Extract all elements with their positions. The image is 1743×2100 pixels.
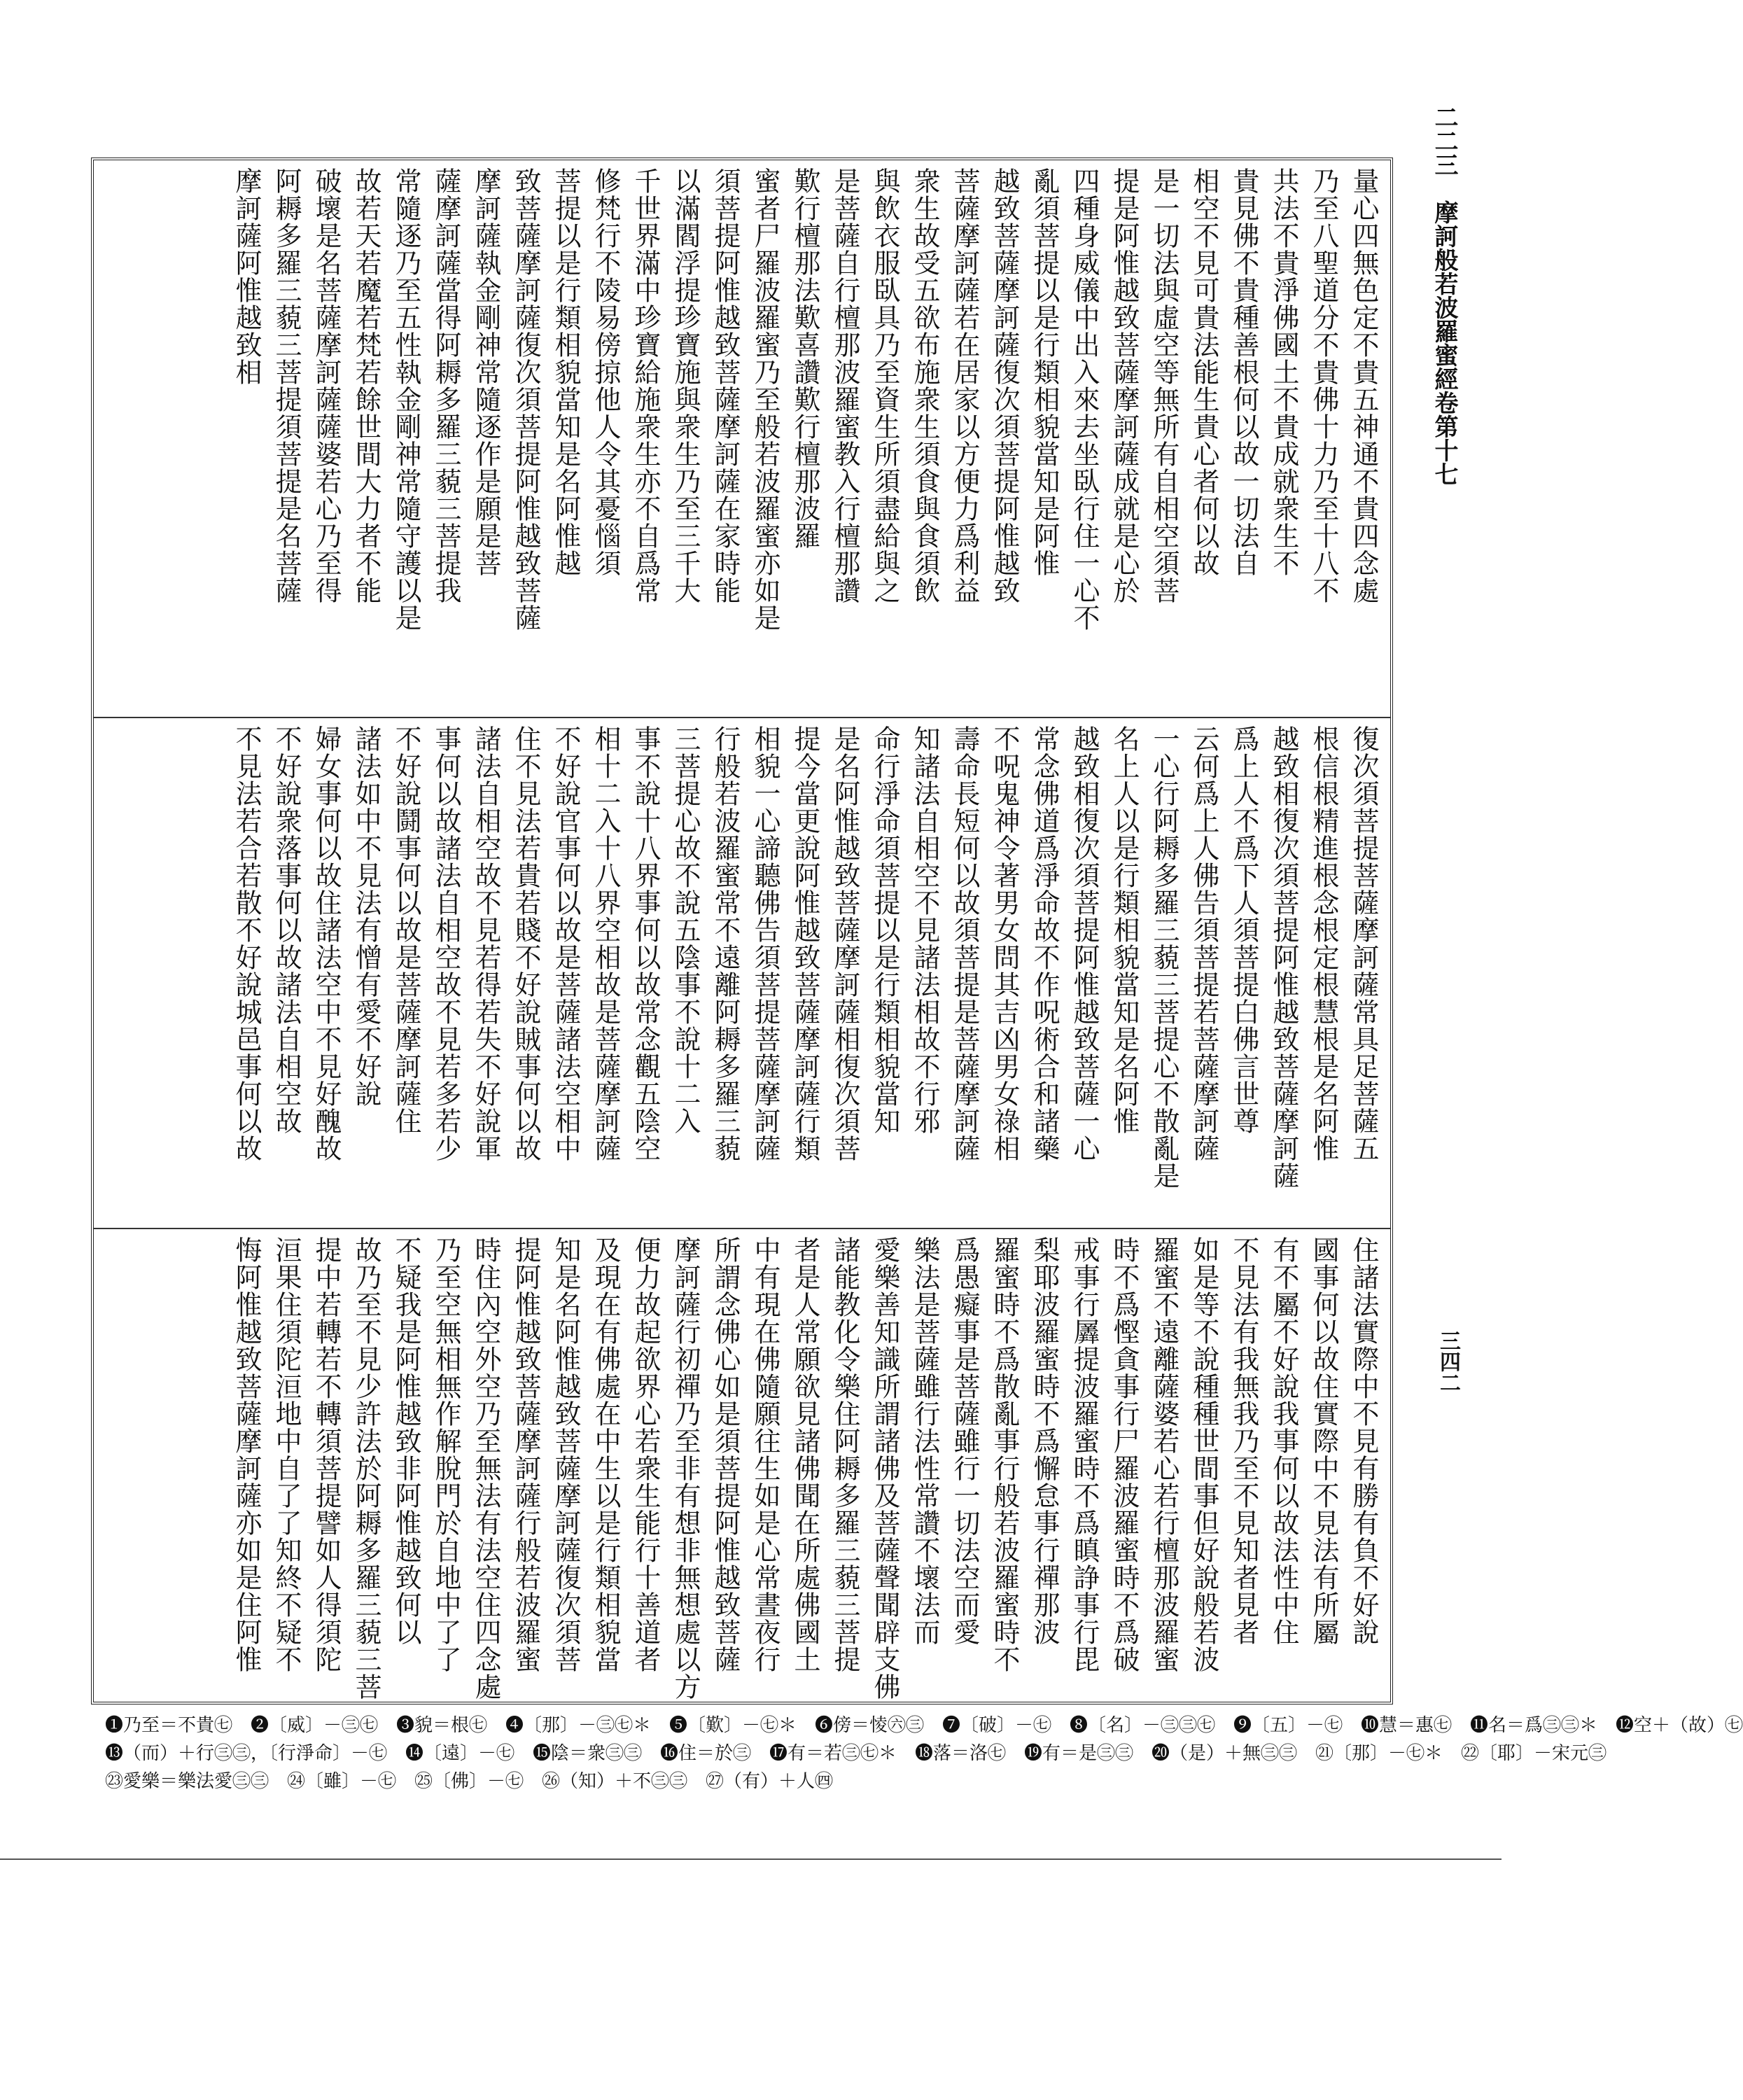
text-column: 摩訶薩阿惟越致相	[231, 167, 262, 386]
text-column: 云何爲上人佛告須菩提若菩薩摩訶薩	[1189, 725, 1219, 1162]
text-column: 悔阿惟越致菩薩摩訶薩亦如是住阿惟	[231, 1236, 262, 1673]
text-column: 相空不見可貴法能生貴心者何以故	[1189, 167, 1219, 577]
text-column: 有不屬不好說我事何以故法性中住	[1268, 1236, 1299, 1646]
running-title: 二二三 摩訶般若波羅蜜經卷第十七	[1430, 105, 1458, 486]
text-column: 是一切法與虛空等無所有自相空須菩	[1149, 167, 1180, 604]
text-column: 洹果住須陀洹地中自了了知終不疑不	[271, 1236, 302, 1673]
text-column: 不好說官事何以故是菩薩諸法空相中	[550, 725, 581, 1162]
text-column: 住諸法實際中不見有勝有負不好說	[1348, 1236, 1379, 1646]
text-column: 根信根精進根念根定根慧根是名阿惟	[1308, 725, 1339, 1162]
text-column: 三菩提心故不說五陰事不說十二入	[670, 725, 701, 1135]
text-column: 故乃至不見少許法於阿耨多羅三藐三菩	[351, 1236, 382, 1700]
text-column: 千世界滿中珍寶給施衆生亦不自爲常	[630, 167, 661, 604]
text-column: 破壞是名菩薩摩訶薩薩婆若心乃至得	[311, 167, 342, 604]
text-column: 中有現在佛隨願往生如是心常晝夜行	[750, 1236, 780, 1673]
text-column: 便力故起欲界心若衆生能行十善道者	[630, 1236, 661, 1673]
bottom-rule	[0, 1858, 1502, 1860]
text-column: 梨耶波羅蜜時不爲懈怠事行禪那波	[1029, 1236, 1060, 1646]
text-column: 故若天若魔若梵若餘世間大力者不能	[351, 167, 382, 604]
text-column: 越致相復次須菩提阿惟越致菩薩一心	[1069, 725, 1100, 1162]
text-column: 須菩提阿惟越致菩薩摩訶薩在家時能	[710, 167, 741, 604]
text-column: 衆生故受五欲布施衆生須食與食須飲	[909, 167, 940, 604]
text-column: 名上人以是行類相貌當知是名阿惟	[1109, 725, 1140, 1135]
text-column: 者是人常願欲見諸佛聞在所處佛國土	[790, 1236, 820, 1673]
text-column: 爲上人不爲下人須菩提白佛言世尊	[1228, 725, 1259, 1135]
text-column: 摩訶薩行初禪乃至非有想非無想處以方	[670, 1236, 701, 1700]
note-line: ㉓愛樂＝樂法愛㊂㊂ ㉔〔雖〕－㊆ ㉕〔佛〕－㊆ ㉖（知）＋不㊂㊂ ㉗（有）＋人㊃	[105, 1771, 834, 1792]
text-column: 薩摩訶薩當得阿耨多羅三藐三菩提我	[430, 167, 461, 604]
text-column: 爲愚癡事是菩薩雖行一切法空而愛	[949, 1236, 980, 1646]
text-column: 乃至空無相無作解脫門於自地中了了	[430, 1236, 461, 1673]
text-column: 知諸法自相空不見諸法相故不行邪	[909, 725, 940, 1135]
text-column: 婦女事何以故住諸法空中不見好醜故	[311, 725, 342, 1162]
text-column: 愛樂善知識所謂諸佛及菩薩聲聞辟支佛	[869, 1236, 900, 1700]
note-line: ⓭（而）＋行㊂㊂，〔行淨命〕－㊆ ⓮〔遠〕－㊆ ⓯陰＝衆㊂㊂ ⓰住＝於㊂ ⓱有＝若㊂㊆＊ ⓲落＝洛㊆ ⓳有＝是㊂㊂ ⓴（是）＋無㊂㊂ ㉑〔那〕－㊆＊ ㉒〔耶〕－宋元㊂	[105, 1743, 1607, 1764]
text-column: 命行淨命須菩提以是行類相貌當知	[869, 725, 900, 1135]
text-column: 如是等不說種種世間事但好說般若波	[1189, 1236, 1219, 1673]
text-column: 提阿惟越致菩薩摩訶薩行般若波羅蜜	[510, 1236, 541, 1673]
text-column: 摩訶薩執金剛神常隨逐作是願是菩	[470, 167, 501, 577]
text-column: 行般若波羅蜜常不遠離阿耨多羅三藐	[710, 725, 741, 1162]
text-column: 壽命長短何以故須菩提是菩薩摩訶薩	[949, 725, 980, 1162]
text-column: 越致相復次須菩提阿惟越致菩薩摩訶薩	[1268, 725, 1299, 1189]
text-column: 一心行阿耨多羅三藐三菩提心不散亂是	[1149, 725, 1180, 1189]
text-column: 羅蜜不遠離薩婆若心若行檀那波羅蜜	[1149, 1236, 1180, 1673]
text-column: 不見法有我無我乃至不見知者見者	[1228, 1236, 1259, 1646]
text-column: 常隨逐乃至五性執金剛神常隨守護以是	[391, 167, 421, 631]
page-number: 三四二	[1436, 1330, 1460, 1393]
text-column: 樂法是菩薩雖行法性常讚不壞法而	[909, 1236, 940, 1646]
text-column: 共法不貴淨佛國土不貴成就衆生不	[1268, 167, 1299, 577]
text-column: 貴見佛不貴種善根何以故一切法自	[1228, 167, 1259, 577]
text-frame	[91, 158, 1393, 1704]
text-column: 歎行檀那法歎喜讚歎行檀那波羅	[790, 167, 820, 550]
text-column: 不呪鬼神令著男女問其吉凶男女祿相	[989, 725, 1020, 1162]
text-column: 是菩薩自行檀那波羅蜜教入行檀那讚	[830, 167, 860, 604]
text-column: 不好說鬪事何以故是菩薩摩訶薩住	[391, 725, 421, 1135]
text-column: 與飲衣服臥具乃至資生所須盡給與之	[869, 167, 900, 604]
text-column: 戒事行羼提波羅蜜時不爲瞋諍事行毘	[1069, 1236, 1100, 1673]
text-column: 時住內空外空乃至無法有法空住四念處	[470, 1236, 501, 1700]
text-column: 相貌一心諦聽佛告須菩提菩薩摩訶薩	[750, 725, 780, 1162]
text-column: 諸能教化令樂住阿耨多羅三藐三菩提	[830, 1236, 860, 1673]
text-column: 不見法若合若散不好說城邑事何以故	[231, 725, 262, 1162]
text-column: 修梵行不陵易傍掠他人令其憂惱須	[590, 167, 621, 577]
text-column: 常念佛道爲淨命故不作呪術合和諸藥	[1029, 725, 1060, 1162]
text-column: 諸法如中不見法有憎有愛不好說	[351, 725, 382, 1107]
text-column: 阿耨多羅三藐三菩提須菩提是名菩薩	[271, 167, 302, 604]
text-column: 事不說十八界事何以故常念觀五陰空	[630, 725, 661, 1162]
text-register-top	[94, 160, 1390, 717]
text-column: 四種身威儀中出入來去坐臥行住一心不	[1069, 167, 1100, 631]
text-column: 菩薩摩訶薩若在居家以方便力爲利益	[949, 167, 980, 604]
text-column: 蜜者尸羅波羅蜜乃至般若波羅蜜亦如是	[750, 167, 780, 631]
note-line: ❶乃至＝不貴㊆ ❷〔威〕－㊂㊆ ❸貌＝根㊆ ❹〔那〕－㊂㊆＊ ❺〔歎〕－㊆＊ ❻傍＝㥄㊅㊂ ❼〔破〕－㊆ ❽〔名〕－㊂㊂㊆ ❾〔五〕－㊆ ❿慧＝惠㊆ ⓫名＝爲㊂㊂＊ ⓬空＋（故）㊆	[105, 1715, 1743, 1736]
text-column: 事何以故諸法自相空故不見若多若少	[430, 725, 461, 1162]
text-column: 提是阿惟越致菩薩摩訶薩成就是心於	[1109, 167, 1140, 604]
text-column: 不疑我是阿惟越致非阿惟越致何以	[391, 1236, 421, 1646]
text-column: 復次須菩提菩薩摩訶薩常具足菩薩五	[1348, 725, 1379, 1162]
text-register-middle	[94, 717, 1390, 1228]
text-column: 知是名阿惟越致菩薩摩訶薩復次須菩	[550, 1236, 581, 1673]
text-column: 住不見法若貴若賤不好說賊事何以故	[510, 725, 541, 1162]
text-column: 不好說衆落事何以故諸法自相空故	[271, 725, 302, 1135]
text-column: 諸法自相空故不見若得若失不好說軍	[470, 725, 501, 1162]
text-column: 是名阿惟越致菩薩摩訶薩相復次須菩	[830, 725, 860, 1162]
text-column: 菩提以是行類相貌當知是名阿惟越	[550, 167, 581, 577]
text-column: 及現在有佛處在中生以是行類相貌當	[590, 1236, 621, 1673]
text-column: 乃至八聖道分不貴佛十力乃至十八不	[1308, 167, 1339, 604]
text-column: 所謂念佛心如是須菩提阿惟越致菩薩	[710, 1236, 741, 1673]
text-register-bottom	[94, 1228, 1390, 1704]
text-column: 以滿閻浮提珍寶施與衆生乃至三千大	[670, 167, 701, 604]
text-column: 提中若轉若不轉須菩提譬如人得須陀	[311, 1236, 342, 1673]
collation-notes	[105, 1712, 1743, 1795]
text-column: 越致菩薩摩訶薩復次須菩提阿惟越致	[989, 167, 1020, 604]
text-column: 提今當更說阿惟越致菩薩摩訶薩行類	[790, 725, 820, 1162]
text-column: 時不爲慳貪事行尸羅波羅蜜時不爲破	[1109, 1236, 1140, 1673]
text-column: 量心四無色定不貴五神通不貴四念處	[1348, 167, 1379, 604]
text-column: 亂須菩提以是行類相貌當知是阿惟	[1029, 167, 1060, 577]
text-column: 致菩薩摩訶薩復次須菩提阿惟越致菩薩	[510, 167, 541, 631]
text-column: 相十二入十八界空相故是菩薩摩訶薩	[590, 725, 621, 1162]
text-column: 羅蜜時不爲散亂事行般若波羅蜜時不	[989, 1236, 1020, 1673]
text-column: 國事何以故住實際中不見法有所屬	[1308, 1236, 1339, 1646]
